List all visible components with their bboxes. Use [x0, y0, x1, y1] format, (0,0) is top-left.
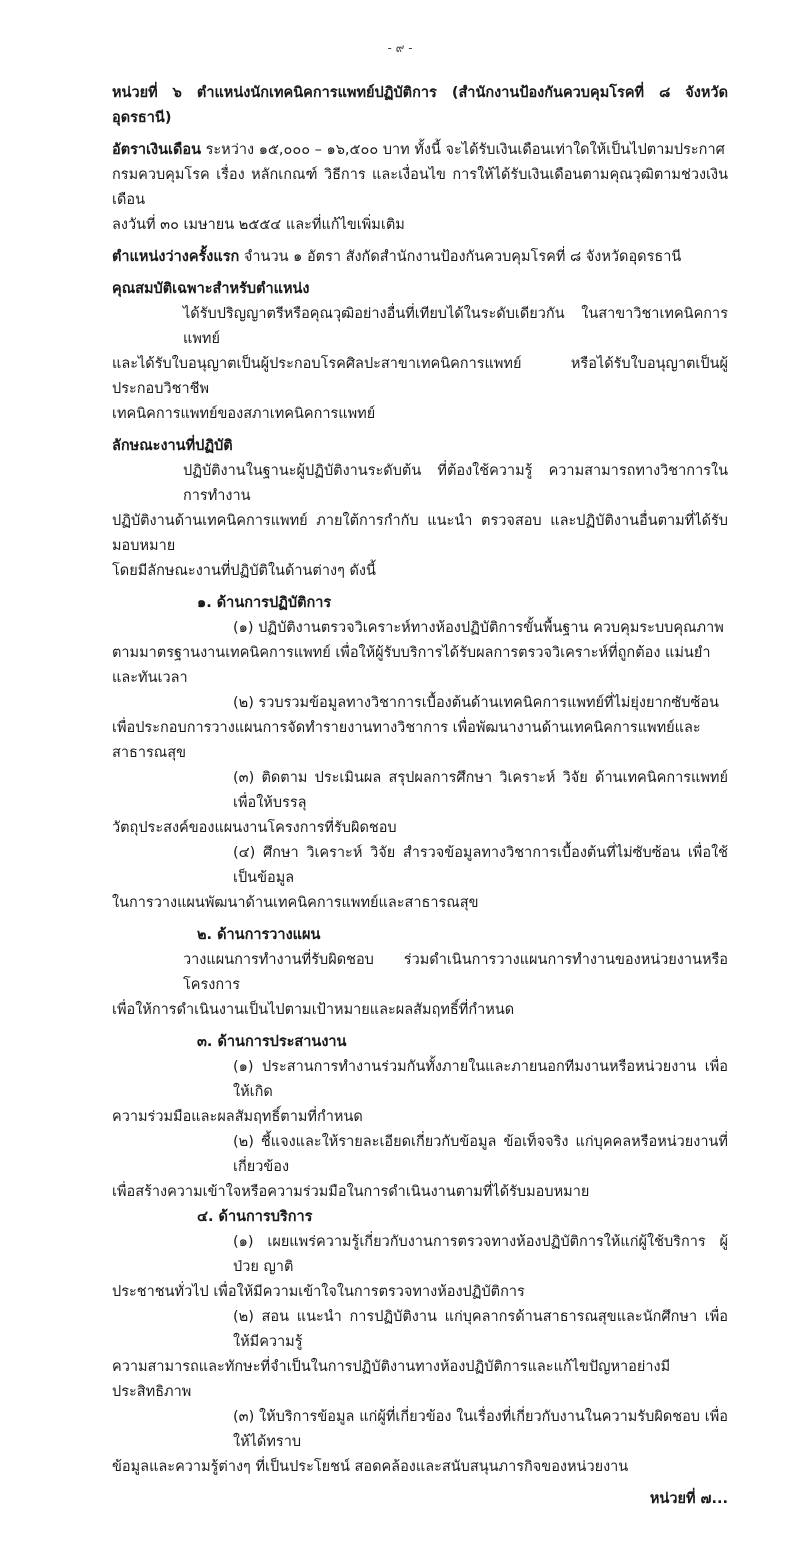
page-number: - ๙ -: [387, 41, 413, 55]
vacancy-line: [112, 245, 728, 270]
list-item-cont: เพื่อประกอบการวางแผนการจัดทำรายงานทางวิชาการ เพื่อพัฒนางานด้านเทคนิคการแพทย์และสาธารณสุข: [112, 720, 701, 761]
list-item-cont: เพื่อสร้างความเข้าใจหรือความร่วมมือในการดำเนินงานตามที่ได้รับมอบหมาย: [112, 1184, 590, 1200]
job-nature-heading: ลักษณะงานที่ปฏิบัติ: [112, 438, 233, 454]
list-item-cont: ในการวางแผนพัฒนาด้านเทคนิคการแพทย์และสาธารณสุข: [112, 895, 479, 911]
page-title: หน่วยที่ ๖ ตำแหน่งนักเทคนิคการแพทย์ปฏิบัติการ (สำนักงานป้องกันควบคุมโรคที่ ๘ จังหวัดอุดรธานี): [112, 85, 728, 126]
section-heading-planning: ๒. ด้านการวางแผน: [197, 927, 321, 943]
list-item: (๓) ติดตาม ประเมินผล สรุปผลการศึกษา วิเคราะห์ วิจัย ด้านเทคนิคการแพทย์ เพื่อให้บรรลุ: [233, 770, 728, 811]
salary-text: ระหว่าง ๑๕,๐๐๐ – ๑๖,๕๐๐ บาท ทั้งนี้ จะได้รับเงินเดือนเท่าใดให้เป็นไปตามประกาศ: [201, 142, 725, 158]
list-item: (๒) สอน แนะนำ การปฏิบัติงาน แก่บุคลากรด้านสาธารณสุขและนักศึกษา เพื่อให้มีความรู้: [233, 1309, 728, 1350]
list-item: (๓) ให้บริการข้อมูล แก่ผู้ที่เกี่ยวข้อง ในเรื่องที่เกี่ยวกับงานในความรับผิดชอบ เพื่อให้ได้ทราบ: [233, 1409, 728, 1450]
list-item: (๑) ประสานการทำงานร่วมกันทั้งภายในและภายนอกทีมงานหรือหน่วยงาน เพื่อให้เกิด: [233, 1059, 728, 1100]
list-item-cont: ความสามารถและทักษะที่จำเป็นในการปฏิบัติงานทางห้องปฏิบัติการและแก้ไขปัญหาอย่างมีประสิทธิภาพ: [112, 1359, 671, 1400]
section-heading-operations: ๑. ด้านการปฏิบัติการ: [197, 595, 332, 611]
job-nature-line: ปฏิบัติงานในฐานะผู้ปฏิบัติงานระดับต้น ที่ต้องใช้ความรู้ ความสามารถทางวิชาการในการทำงาน: [183, 463, 728, 504]
list-item: (๑) ปฏิบัติงานตรวจวิเคราะห์ทางห้องปฏิบัติการขั้นพื้นฐาน ควบคุมระบบคุณภาพ: [233, 620, 724, 636]
list-item: (๑) เผยแพร่ความรู้เกี่ยวกับงานการตรวจทางห้องปฏิบัติการให้แก่ผู้ใช้บริการ ผู้ป่วย ญาติ: [233, 1234, 728, 1275]
section-heading-coordination: ๓. ด้านการประสานงาน: [197, 1034, 347, 1050]
job-nature-line: โดยมีลักษณะงานที่ปฏิบัติในด้านต่างๆ ดังนี้: [112, 563, 376, 579]
salary-label: อัตราเงินเดือน: [112, 142, 201, 158]
salary-line-2: กรมควบคุมโรค เรื่อง หลักเกณฑ์ วิธีการ และเงื่อนไข การให้ได้รับเงินเดือนตามคุณวุฒิตามช่วงเงินเดือน: [112, 167, 728, 208]
planning-line: วางแผนการทำงานที่รับผิดชอบ ร่วมดำเนินการวางแผนการทำงานของหน่วยงานหรือโครงการ: [183, 952, 728, 993]
qualification-line: เทคนิคการแพทย์ของสภาเทคนิคการแพทย์: [112, 406, 376, 422]
planning-line: เพื่อให้การดำเนินงานเป็นไปตามเป้าหมายและผลสัมฤทธิ์ที่กำหนด: [112, 1002, 515, 1018]
salary-line-1: [112, 138, 728, 163]
qualification-heading: คุณสมบัติเฉพาะสำหรับตำแหน่ง: [112, 281, 310, 297]
list-item-cont: ประชาชนทั่วไป เพื่อให้มีความเข้าใจในการตรวจทางห้องปฏิบัติการ: [112, 1284, 525, 1300]
qualification-line: ได้รับปริญญาตรีหรือคุณวุฒิอย่างอื่นที่เทียบได้ในระดับเดียวกัน ในสาขาวิชาเทคนิคการแพทย์: [183, 306, 728, 347]
salary-line-3: ลงวันที่ ๓๐ เมษายน ๒๕๕๔ และที่แก้ไขเพิ่มเติม: [112, 217, 405, 233]
list-item-cont: วัตถุประสงค์ของแผนงานโครงการที่รับผิดชอบ: [112, 820, 397, 836]
list-item: (๔) ศึกษา วิเคราะห์ วิจัย สำรวจข้อมูลทางวิชาการเบื้องต้นที่ไม่ซับซ้อน เพื่อใช้เป็นข้อมูล: [233, 845, 728, 886]
job-nature-line: ปฏิบัติงานด้านเทคนิคการแพทย์ ภายใต้การกำกับ แนะนำ ตรวจสอบ และปฏิบัติงานอื่นตามที่ได้รับมอบหมาย: [112, 513, 728, 554]
list-item-cont: ความร่วมมือและผลสัมฤทธิ์ตามที่กำหนด: [112, 1109, 363, 1125]
list-item-cont: ตามมาตรฐานงานเทคนิคการแพทย์ เพื่อให้ผู้รับบริการได้รับผลการตรวจวิเคราะห์ที่ถูกต้อง แม่นยำและทันเวลา: [112, 645, 711, 686]
list-item: (๒) ชี้แจงและให้รายละเอียดเกี่ยวกับข้อมูล ข้อเท็จจริง แก่บุคคลหรือหน่วยงานที่เกี่ยวข้อง: [233, 1134, 728, 1175]
qualification-line: และได้รับใบอนุญาตเป็นผู้ประกอบโรคศิลปะสาขาเทคนิคการแพทย์ หรือได้รับใบอนุญาตเป็นผู้ประกอบวิชาชีพ: [112, 356, 728, 397]
continuation-note: หน่วยที่ ๗...: [649, 1491, 728, 1507]
list-item: (๒) รวบรวมข้อมูลทางวิชาการเบื้องต้นด้านเทคนิคการแพทย์ที่ไม่ยุ่งยากซับซ้อน: [233, 695, 719, 711]
vacancy-text: จำนวน ๑ อัตรา สังกัดสำนักงานป้องกันควบคุมโรคที่ ๘ จังหวัดอุดรธานี: [239, 249, 682, 265]
section-heading-service: ๔. ด้านการบริการ: [197, 1209, 313, 1225]
list-item-cont: ข้อมูลและความรู้ต่างๆ ที่เป็นประโยชน์ สอดคล้องและสนับสนุนภารกิจของหน่วยงาน: [112, 1459, 629, 1475]
vacancy-label: ตำแหน่งว่างครั้งแรก: [112, 249, 240, 265]
